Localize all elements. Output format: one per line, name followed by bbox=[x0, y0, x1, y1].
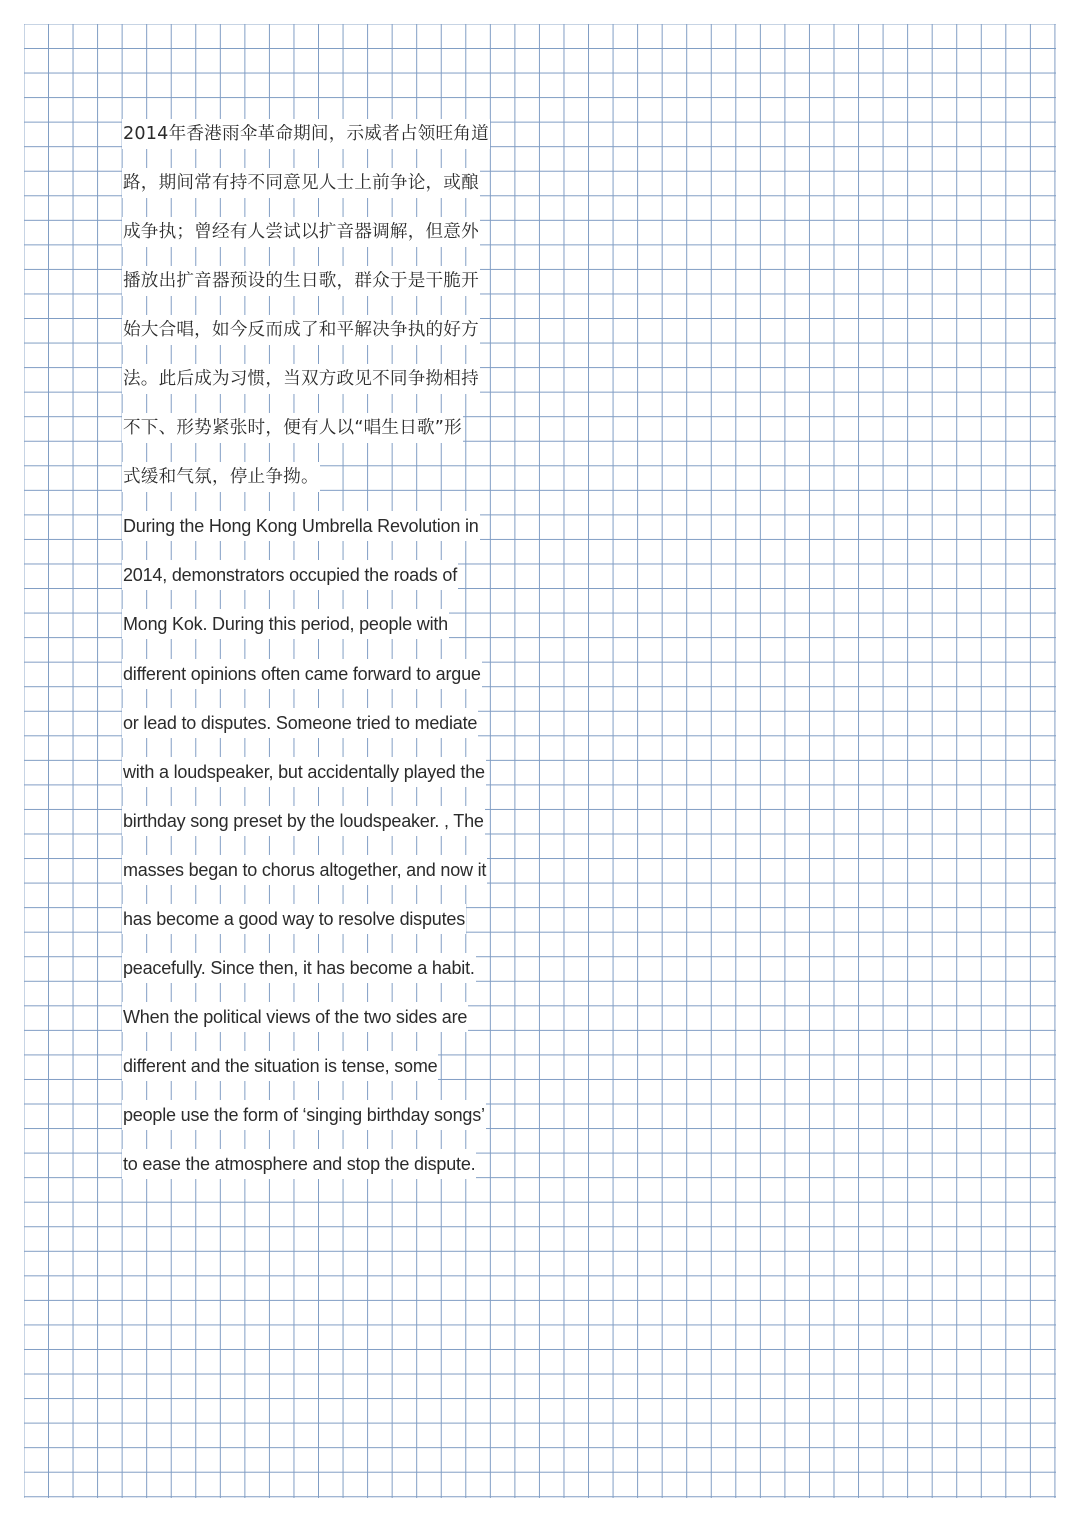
english-line bbox=[122, 501, 516, 550]
english-line-text: to ease the atmosphere and stop the dispute. bbox=[122, 1149, 476, 1179]
english-line-text: birthday song preset by the loudspeaker. , The bbox=[122, 806, 485, 836]
english-line-text: different opinions often came forward to argue bbox=[122, 659, 482, 689]
english-line bbox=[122, 648, 516, 697]
chinese-line bbox=[122, 255, 516, 304]
chinese-line-text: 法。此后成为习惯，当双方政见不同争拗相持 bbox=[122, 364, 480, 394]
english-line bbox=[122, 599, 516, 648]
english-line-text: or lead to disputes. Someone tried to mediate bbox=[122, 708, 478, 738]
english-line-text: people use the form of ‘singing birthday songs’ bbox=[122, 1100, 486, 1130]
english-line bbox=[122, 795, 516, 844]
english-line bbox=[122, 894, 516, 943]
chinese-line-text: 不下、形势紧张时，便有人以“唱生日歌”形 bbox=[122, 413, 463, 443]
english-line bbox=[122, 746, 516, 795]
chinese-line-text: 播放出扩音器预设的生日歌，群众于是干脆开 bbox=[122, 266, 480, 296]
chinese-line bbox=[122, 353, 516, 402]
english-line bbox=[122, 697, 516, 746]
english-line-text: When the political views of the two sides are bbox=[122, 1002, 468, 1032]
chinese-line bbox=[122, 304, 516, 353]
english-line-text: Mong Kok. During this period, people with bbox=[122, 609, 449, 639]
text-column bbox=[122, 108, 516, 1188]
english-line bbox=[122, 992, 516, 1041]
chinese-line-text: 2014年香港雨伞革命期间，示威者占领旺角道 bbox=[122, 119, 490, 149]
english-line-text: During the Hong Kong Umbrella Revolution in bbox=[122, 511, 480, 541]
english-line bbox=[122, 1090, 516, 1139]
english-line bbox=[122, 1041, 516, 1090]
english-line-text: peacefully. Since then, it has become a habit. bbox=[122, 953, 476, 983]
chinese-line bbox=[122, 108, 516, 157]
chinese-line bbox=[122, 206, 516, 255]
english-line bbox=[122, 550, 516, 599]
english-line-text: 2014, demonstrators occupied the roads of bbox=[122, 560, 458, 590]
english-line-text: has become a good way to resolve disputes bbox=[122, 904, 466, 934]
chinese-line bbox=[122, 157, 516, 206]
chinese-line bbox=[122, 403, 516, 452]
chinese-line-text: 式缓和气氛，停止争拗。 bbox=[122, 462, 320, 492]
chinese-line-text: 始大合唱，如今反而成了和平解决争执的好方 bbox=[122, 315, 480, 345]
chinese-paragraph bbox=[122, 108, 516, 501]
english-paragraph bbox=[122, 501, 516, 1188]
chinese-line bbox=[122, 452, 516, 501]
chinese-line-text: 成争执；曾经有人尝试以扩音器调解，但意外 bbox=[122, 217, 480, 247]
english-line-text: masses began to chorus altogether, and now it bbox=[122, 855, 487, 885]
english-line bbox=[122, 1139, 516, 1188]
english-line bbox=[122, 844, 516, 893]
english-line-text: different and the situation is tense, some bbox=[122, 1051, 438, 1081]
chinese-line-text: 路，期间常有持不同意见人士上前争论，或酿 bbox=[122, 168, 480, 198]
english-line bbox=[122, 943, 516, 992]
english-line-text: with a loudspeaker, but accidentally played the bbox=[122, 757, 486, 787]
